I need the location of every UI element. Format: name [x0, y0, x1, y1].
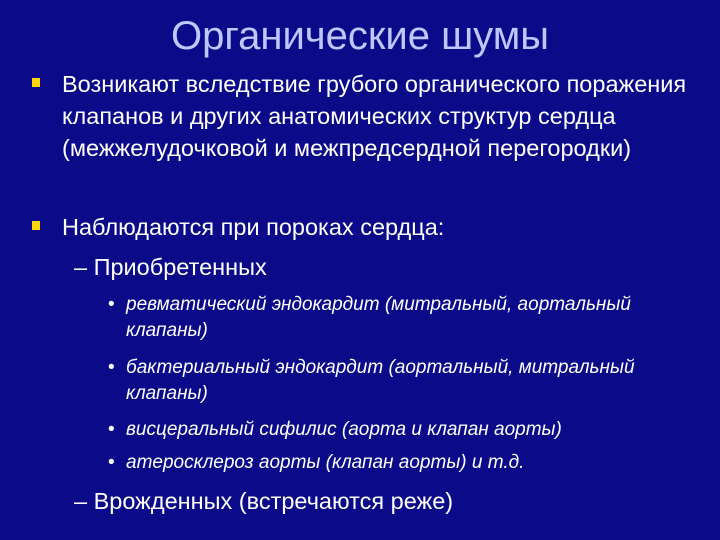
square-bullet-icon: [32, 221, 40, 230]
dot-bullet-icon: •: [108, 419, 115, 440]
bullet-text: Возникают вследствие грубого органического поражения клапанов и других анатомических структур сердца (межжелудочковой и межпредсердной перегородки): [62, 71, 687, 161]
list-item: [108, 292, 696, 344]
list-item-text: ревматический эндокардит (митральный, аортальный клапаны): [126, 294, 631, 341]
bullet-item: [62, 211, 702, 243]
list-item-text: висцеральный сифилис (аорта и клапан аорты): [126, 419, 562, 440]
bullet-text: Наблюдаются при пороках сердца:: [62, 214, 445, 240]
sub-bullet-congenital: – Врожденных (встречаются реже): [74, 488, 454, 514]
slide-title: Органические шумы: [171, 14, 549, 58]
sub-bullet-acquired: – Приобретенных: [74, 254, 267, 280]
list-item: [108, 450, 696, 476]
list-item-text: бактериальный эндокардит (аортальный, митральный клапаны): [126, 357, 635, 404]
list-item: [108, 355, 696, 407]
list-item-text: атеросклероз аорты (клапан аорты) и т.д.: [126, 452, 525, 473]
dot-bullet-icon: •: [108, 357, 115, 378]
list-item: [108, 417, 696, 443]
square-bullet-icon: [32, 78, 40, 87]
dot-bullet-icon: •: [108, 294, 115, 315]
dot-bullet-icon: •: [108, 452, 115, 473]
bullet-item: [62, 68, 702, 164]
